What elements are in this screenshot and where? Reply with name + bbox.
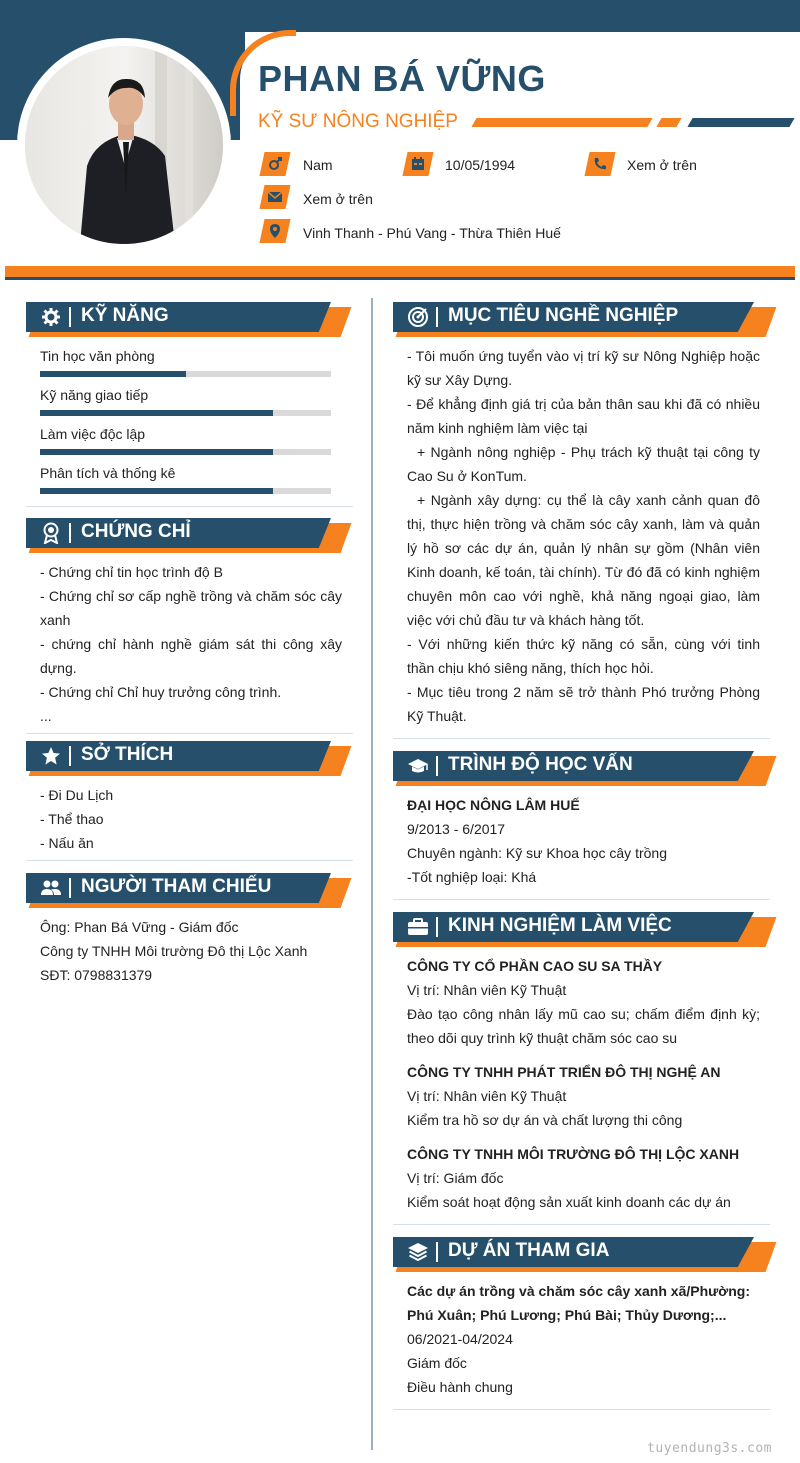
skill-label: Phân tích và thống kê (40, 465, 176, 481)
project-role: Giám đốc (407, 1355, 467, 1371)
header-divider-blue (5, 277, 795, 280)
job-position: Vị trí: Nhân viên Kỹ Thuật (407, 1088, 567, 1104)
column-divider (371, 298, 373, 1450)
objective-paragraph: - Mục tiêu trong 2 năm sẽ trở thành Phó trưởng Phòng Kỹ Thuật. (407, 684, 760, 724)
certificate-item: ... (40, 708, 52, 724)
certificates-heading: CHỨNG CHỈ (81, 521, 191, 542)
star-icon (40, 745, 62, 767)
skill-label: Tin học văn phòng (40, 348, 155, 364)
section-header-projects (393, 1237, 771, 1271)
job-title: KỸ SƯ NÔNG NGHIỆP (258, 111, 458, 132)
education-grade: -Tốt nghiệp loại: Khá (407, 869, 537, 885)
skills-heading: KỸ NĂNG (81, 305, 169, 326)
gender-value: Nam (303, 157, 333, 173)
email-value: Xem ở trên (303, 191, 373, 207)
section-header-hobbies (26, 741, 346, 775)
avatar (25, 46, 223, 244)
objective-paragraph: - Để khẳng định giá trị của bản thân sau khi đã có nhiều năm kinh nghiệm làm việc tại (407, 396, 760, 436)
section-header-experience (393, 912, 771, 946)
job-company: CÔNG TY TNHH PHÁT TRIỂN ĐÔ THỊ NGHỆ AN (407, 1064, 721, 1080)
skill-label: Làm việc độc lập (40, 426, 146, 442)
section-header-skills (26, 302, 346, 336)
section-divider (393, 1409, 770, 1410)
section-divider (26, 733, 353, 734)
title-bar-blue (687, 118, 794, 127)
job-position: Vị trí: Nhân viên Kỹ Thuật (407, 982, 567, 998)
phone-value: Xem ở trên (627, 157, 697, 173)
skill-bar-fill (40, 371, 186, 377)
job-description: Kiểm soát hoạt động sản xuất kinh doanh các dự án (407, 1194, 731, 1210)
job-description: Kiểm tra hồ sơ dự án và chất lượng thi công (407, 1112, 683, 1128)
header-divider-orange (5, 266, 795, 277)
certificate-item: - chứng chỉ hành nghề giám sát thi công xây dựng. (40, 636, 342, 676)
job-company: CÔNG TY TNHH MÔI TRƯỜNG ĐÔ THỊ LỘC XANH (407, 1146, 740, 1162)
section-header-education (393, 751, 771, 785)
objective-paragraph: + Ngành xây dựng: cụ thể là cây xanh cảnh quan đô thị, thực hiện trồng và chăm sóc cây xanh, làm và quản lý hồ sơ các dự án, quản lý nhân sự gồm (Nhân viên Kinh doanh, kế toán, tài chính). Từ đó đã có kinh nghiệm chuyên môn cao với nghề, khả năng ngoại giao, làm việc với chủ đầu tư và khách hàng tốt. (407, 492, 760, 628)
section-divider (26, 506, 353, 507)
skill-label: Kỹ năng giao tiếp (40, 387, 149, 403)
address-value: Vinh Thanh - Phú Vang - Thừa Thiên Huế (303, 225, 561, 241)
birthdate-value: 10/05/1994 (445, 157, 516, 173)
education-period: 9/2013 - 6/2017 (407, 821, 506, 837)
job-position: Vị trí: Giám đốc (407, 1170, 504, 1186)
phone-icon (584, 152, 615, 176)
skill-bar (40, 410, 331, 416)
job-company: CÔNG TY CỔ PHẦN CAO SU SA THẦY (407, 958, 663, 974)
skill-bar-fill (40, 410, 273, 416)
gear-icon (40, 306, 62, 328)
reference-company: Công ty TNHH Môi trường Đô thị Lộc Xanh (40, 943, 308, 959)
section-divider (393, 1224, 770, 1225)
email-icon (259, 185, 290, 209)
project-period: 06/2021-04/2024 (407, 1331, 513, 1347)
hobby-item: - Đi Du Lịch (40, 787, 114, 803)
education-school: ĐẠI HỌC NÔNG LÂM HUẾ (407, 797, 580, 813)
certificate-item: - Chứng chỉ Chỉ huy trưởng công trình. (40, 684, 282, 700)
award-icon (40, 522, 62, 544)
section-divider (393, 738, 770, 739)
skill-bar (40, 449, 331, 455)
hobbies-heading: SỞ THÍCH (81, 744, 174, 765)
education-heading: TRÌNH ĐỘ HỌC VẤN (448, 754, 633, 775)
layers-icon (407, 1241, 429, 1263)
section-header-certificates (26, 518, 346, 552)
objective-paragraph: + Ngành nông nghiệp - Phụ trách kỹ thuật tại công ty Cao Su ở KonTum. (407, 444, 760, 484)
gender-icon (259, 152, 290, 176)
objective-paragraph: - Với những kiến thức kỹ năng có sẵn, cùng với tinh thần chịu khó siêng năng, thích học hỏi. (407, 636, 760, 676)
skill-bar-fill (40, 488, 273, 494)
project-description: Điều hành chung (407, 1379, 513, 1395)
experience-heading: KINH NGHIỆM LÀM VIỆC (448, 915, 672, 936)
reference-phone: SĐT: 0798831379 (40, 967, 153, 983)
reference-name: Ông: Phan Bá Vững - Giám đốc (40, 919, 239, 935)
project-name: Các dự án trồng và chăm sóc cây xanh xã/Phường: Phú Xuân; Phú Lương; Phú Bài; Thủy Dương;... (407, 1283, 750, 1323)
watermark: tuyendung3s.com (647, 1441, 772, 1456)
certificate-item: - Chứng chỉ sơ cấp nghề trồng và chăm sóc cây xanh (40, 588, 342, 628)
skill-bar-fill (40, 449, 273, 455)
education-major: Chuyên ngành: Kỹ sư Khoa học cây trồng (407, 845, 667, 861)
calendar-icon (402, 152, 433, 176)
references-heading: NGƯỜI THAM CHIẾU (81, 876, 272, 897)
section-divider (393, 899, 770, 900)
location-icon (259, 219, 290, 243)
skill-bar (40, 488, 331, 494)
users-icon (40, 877, 62, 899)
section-header-references (26, 873, 346, 907)
target-icon (407, 306, 429, 328)
section-header-objective (393, 302, 771, 336)
projects-heading: DỰ ÁN THAM GIA (448, 1240, 610, 1261)
objective-paragraph: - Tôi muốn ứng tuyển vào vị trí kỹ sư Nông Nghiệp hoặc kỹ sư Xây Dựng. (407, 348, 760, 388)
objective-heading: MỤC TIÊU NGHỀ NGHIỆP (448, 305, 679, 326)
certificate-item: - Chứng chỉ tin học trình độ B (40, 564, 223, 580)
section-divider (26, 860, 353, 861)
job-description: Đào tạo công nhân lấy mũ cao su; chấm điểm định kỳ; theo dõi quy trình kỹ thuật chăm sóc cao su (407, 1006, 760, 1046)
candidate-name: PHAN BÁ VỮNG (258, 58, 546, 99)
hobby-item: - Thể thao (40, 811, 104, 827)
hobby-item: - Nấu ăn (40, 835, 94, 851)
skill-bar (40, 371, 331, 377)
title-bar-orange (471, 118, 652, 127)
graduation-cap-icon (407, 755, 429, 777)
briefcase-icon (407, 916, 429, 938)
